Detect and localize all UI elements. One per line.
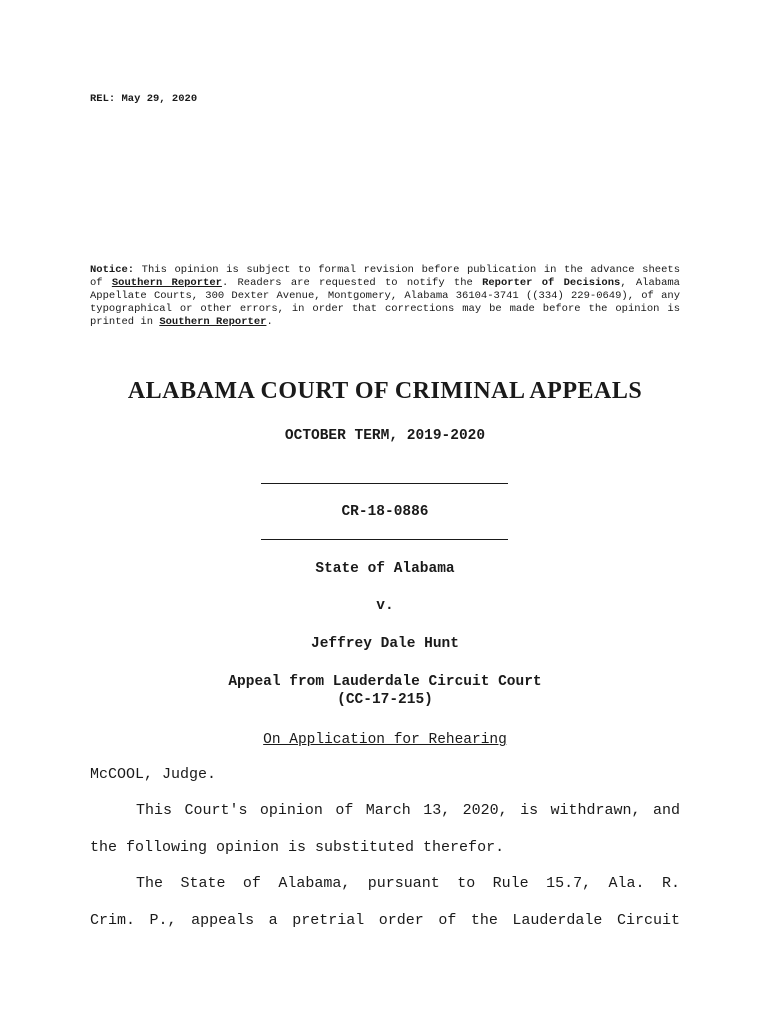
rehearing-wrap: [0, 730, 770, 748]
opinion-line-4: Crim. P., appeals a pretrial order of the Lauderdale Circuit: [90, 912, 680, 929]
divider-top: [261, 483, 508, 484]
notice-text-2: . Readers are requested to notify the: [221, 277, 483, 289]
notice-label: Notice:: [90, 264, 135, 276]
notice-text-1: This opinion is subject to formal revision before publication in the advance sheets of: [90, 264, 680, 289]
rehearing-heading: On Application for Rehearing: [263, 732, 507, 748]
court-title: ALABAMA COURT OF CRIMINAL APPEALS: [127, 378, 643, 404]
notice-text-4: .: [266, 316, 273, 328]
case-number: CR-18-0886: [341, 504, 429, 520]
divider-bottom: [261, 539, 508, 540]
appellee-name: Jeffrey Dale Hunt: [311, 636, 459, 652]
southern-reporter-ref-2: Southern Reporter: [159, 316, 267, 328]
opinion-line-2: the following opinion is substituted therefor.: [90, 839, 505, 856]
appeal-source: Appeal from Lauderdale Circuit Court: [228, 674, 542, 690]
judge-name: McCOOL, Judge.: [90, 766, 217, 783]
opinion-line-3: The State of Alabama, pursuant to Rule 15.7, Ala. R.: [136, 875, 680, 892]
southern-reporter-ref-1: Southern Reporter: [111, 277, 222, 289]
versus: v.: [376, 598, 394, 614]
notice-text-3: , Alabama Appellate Courts, 300 Dexter Avenue, Montgomery, Alabama 36104-3741 ((334) 229-0649), of any typographical or other errors, in order that corrections may be made before the opinion is printed in: [90, 277, 680, 328]
appellant-name: State of Alabama: [315, 561, 455, 577]
circuit-case-number: (CC-17-215): [337, 692, 433, 708]
reporter-of-decisions: Reporter of Decisions: [482, 277, 621, 289]
opinion-line-1: This Court's opinion of March 13, 2020, is withdrawn, and: [136, 802, 680, 819]
release-date: REL: May 29, 2020: [90, 93, 198, 105]
court-term: OCTOBER TERM, 2019-2020: [284, 428, 486, 444]
publication-notice: [90, 264, 680, 329]
